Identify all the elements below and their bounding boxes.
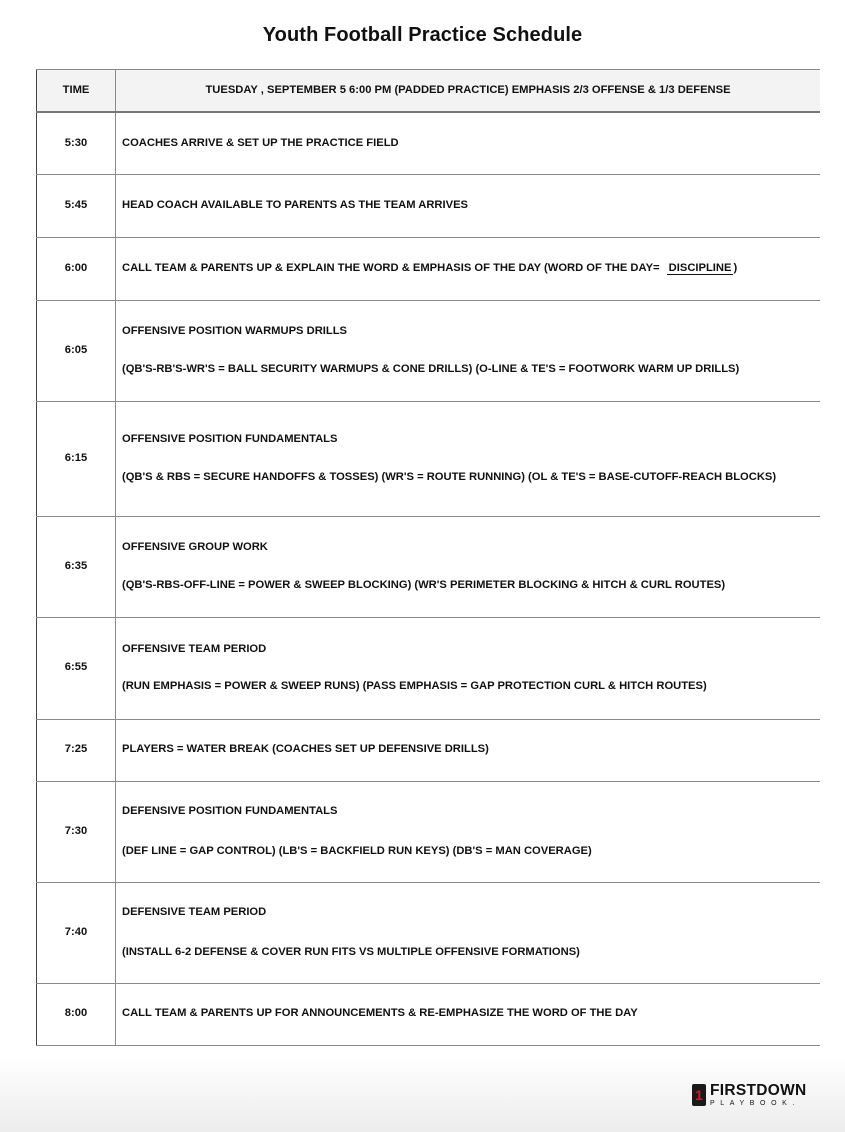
activity-text: CALL TEAM & PARENTS UP & EXPLAIN THE WORD & EMPHASIS OF THE DAY (WORD OF THE DAY= — [122, 261, 663, 274]
practice-schedule-table — [36, 69, 820, 1046]
firstdown-playbook-logo — [692, 1083, 807, 1107]
table-row — [37, 983, 821, 1045]
table-header-row — [37, 70, 821, 113]
table-row — [37, 112, 821, 174]
row-activity — [116, 882, 821, 983]
row-time: 8:00 — [37, 983, 116, 1045]
row-activity — [116, 237, 821, 300]
logo-text-bottom: PLAYBOOK. — [710, 1099, 800, 1107]
activity-main: DEFENSIVE POSITION FUNDAMENTALS — [122, 805, 338, 818]
activity-detail: (QB'S-RB'S-WR'S = BALL SECURITY WARMUPS & CONE DRILLS) (O-LINE & TE'S = FOOTWORK WARM UP DRILLS) — [122, 362, 740, 375]
table-row — [37, 516, 821, 617]
activity-main: COACHES ARRIVE & SET UP THE PRACTICE FIELD — [122, 136, 399, 149]
row-activity — [116, 112, 821, 174]
row-activity — [116, 174, 821, 237]
row-time: 6:00 — [37, 237, 116, 300]
row-activity — [116, 983, 821, 1045]
table-row — [37, 781, 821, 882]
row-time: 6:15 — [37, 401, 116, 516]
activity-main: OFFENSIVE POSITION WARMUPS DRILLS — [122, 325, 348, 338]
table-row — [37, 617, 821, 719]
word-of-the-day: DISCIPLINE — [668, 261, 732, 274]
row-activity — [116, 516, 821, 617]
activity-main: CALL TEAM & PARENTS UP FOR ANNOUNCEMENTS & RE-EMPHASIZE THE WORD OF THE DAY — [122, 1007, 638, 1020]
schedule-description-header: TUESDAY , SEPTEMBER 5 6:00 PM (PADDED PRACTICE) EMPHASIS 2/3 OFFENSE & 1/3 DEFENSE — [116, 70, 821, 113]
activity-main — [122, 261, 814, 276]
table-row — [37, 719, 821, 781]
closing-paren: ) — [733, 261, 738, 274]
activity-detail: (RUN EMPHASIS = POWER & SWEEP RUNS) (PASS EMPHASIS = GAP PROTECTION CURL & HITCH ROUTES) — [122, 680, 707, 692]
row-time: 6:05 — [37, 300, 116, 401]
row-time: 7:40 — [37, 882, 116, 983]
activity-detail: (DEF LINE = GAP CONTROL) (LB'S = BACKFIELD RUN KEYS) (DB'S = MAN COVERAGE) — [122, 844, 592, 857]
row-time: 7:30 — [37, 781, 116, 882]
row-time: 5:30 — [37, 112, 116, 174]
activity-main: PLAYERS = WATER BREAK (COACHES SET UP DEFENSIVE DRILLS) — [122, 743, 489, 756]
row-time: 6:55 — [37, 617, 116, 719]
table-row — [37, 237, 821, 300]
row-activity — [116, 781, 821, 882]
row-activity — [116, 300, 821, 401]
activity-main: OFFENSIVE POSITION FUNDAMENTALS — [122, 433, 338, 446]
row-activity — [116, 617, 821, 719]
activity-main: OFFENSIVE GROUP WORK — [122, 541, 268, 554]
page-title: Youth Football Practice Schedule — [262, 24, 583, 46]
row-time: 7:25 — [37, 719, 116, 781]
activity-main: HEAD COACH AVAILABLE TO PARENTS AS THE TEAM ARRIVES — [122, 198, 468, 211]
table-row — [37, 882, 821, 983]
activity-main: OFFENSIVE TEAM PERIOD — [122, 642, 267, 655]
row-time: 5:45 — [37, 174, 116, 237]
row-activity — [116, 401, 821, 516]
activity-detail: (INSTALL 6-2 DEFENSE & COVER RUN FITS VS MULTIPLE OFFENSIVE FORMATIONS) — [122, 945, 580, 958]
activity-main: DEFENSIVE TEAM PERIOD — [122, 906, 267, 919]
table-row — [37, 300, 821, 401]
activity-detail: (QB'S-RBS-OFF-LINE = POWER & SWEEP BLOCKING) (WR'S PERIMETER BLOCKING & HITCH & CURL ROUTES) — [122, 578, 726, 591]
logo-wordmark — [710, 1083, 807, 1107]
row-time: 6:35 — [37, 516, 116, 617]
logo-text-top: FIRSTDOWN — [710, 1082, 807, 1100]
row-activity — [116, 719, 821, 781]
table-row — [37, 401, 821, 516]
table-row — [37, 174, 821, 237]
activity-detail: (QB'S & RBS = SECURE HANDOFFS & TOSSES) (WR'S = ROUTE RUNNING) (OL & TE'S = BASE-CUTOFF-REACH BLOCKS) — [122, 470, 777, 483]
time-column-header: TIME — [37, 70, 116, 113]
logo-mark-icon: 1 — [692, 1084, 706, 1106]
